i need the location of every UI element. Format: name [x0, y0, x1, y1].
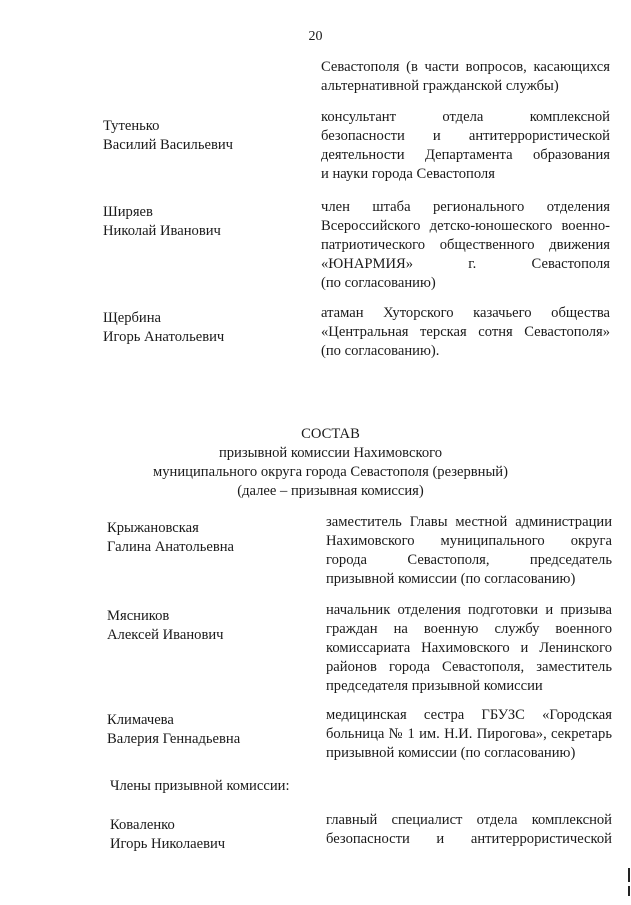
title-heading: СОСТАВ [301, 426, 360, 442]
position-line: главный специалист отдела комплексной [326, 812, 612, 828]
member-name [103, 309, 303, 347]
member-surname: Тутенько [103, 118, 160, 134]
position-line: и науки города Севастополя [321, 166, 495, 182]
title-line: муниципального округа города Севастополя (резервный) [153, 464, 508, 480]
position-line: граждан на военную службу военного [326, 621, 612, 637]
member-name [107, 519, 307, 557]
member-given-names: Игорь Николаевич [110, 836, 226, 852]
member-surname: Коваленко [110, 817, 175, 833]
member-position [321, 198, 610, 293]
position-line: «ЮНАРМИЯ» г. Севастополя [321, 256, 610, 272]
continuation-line: альтернативной гражданской службы) [321, 78, 559, 94]
member-position [321, 304, 610, 361]
member-position [326, 513, 612, 589]
continuation-text [321, 58, 610, 96]
member-given-names: Галина Анатольевна [107, 539, 235, 555]
member-position [326, 601, 612, 696]
position-line: член штаба регионального отделения [321, 199, 610, 215]
position-line: Всероссийского детско-юношеского военно- [321, 218, 610, 234]
member-position [326, 706, 612, 763]
position-line: консультант отдела комплексной [321, 109, 610, 125]
position-line: деятельности Департамента образования [321, 147, 610, 163]
position-line: «Центральная терская сотня Севастополя» [321, 324, 610, 340]
member-given-names: Валерия Геннадьевна [107, 731, 241, 747]
position-line: медицинская сестра ГБУЗС «Городская [326, 707, 612, 723]
position-line: призывной комиссии (по согласованию) [326, 745, 576, 761]
position-line: начальник отделения подготовки и призыва [326, 602, 612, 618]
position-line: районов города Севастополя, заместитель [326, 659, 612, 675]
scan-edge-mark [628, 868, 630, 882]
position-line: заместитель Главы местной администрации [326, 514, 612, 530]
position-line: комиссариата Нахимовского и Ленинского [326, 640, 612, 656]
position-line: больница № 1 им. Н.И. Пирогова», секретарь [326, 726, 612, 742]
scan-edge-mark [628, 886, 630, 896]
position-line: атаман Хуторского казачьего общества [321, 305, 610, 321]
member-name [103, 203, 303, 241]
position-line: патриотического общественного движения [321, 237, 610, 253]
continuation-line: Севастополя (в части вопросов, касающихся [321, 59, 610, 75]
member-surname: Климачева [107, 712, 174, 728]
member-name [107, 711, 307, 749]
composition-title [0, 425, 631, 501]
position-line: безопасности и антитеррористической [321, 128, 610, 144]
member-given-names: Игорь Анатольевич [103, 329, 225, 345]
page-number: 20 [308, 29, 323, 44]
member-surname: Щербина [103, 310, 162, 326]
title-line: призывной комиссии Нахимовского [218, 445, 443, 461]
member-surname: Мясников [107, 608, 170, 624]
position-line: Нахимовского муниципального округа [326, 533, 612, 549]
member-given-names: Алексей Иванович [107, 627, 224, 643]
title-line: (далее – призывная комиссия) [237, 483, 424, 499]
member-position [321, 108, 610, 184]
position-line: города Севастополя, председатель [326, 552, 612, 568]
member-surname: Крыжановская [107, 520, 199, 536]
position-line: председателя призывной комиссии [326, 678, 543, 694]
member-name [107, 607, 307, 645]
member-given-names: Василий Васильевич [103, 137, 234, 153]
member-name [110, 816, 310, 854]
member-position [326, 811, 612, 849]
member-name [103, 117, 303, 155]
position-line: (по согласованию). [321, 343, 440, 359]
member-given-names: Николай Иванович [103, 223, 221, 239]
member-surname: Ширяев [103, 204, 153, 220]
position-line: призывной комиссии (по согласованию) [326, 571, 576, 587]
position-line: (по согласованию) [321, 275, 436, 291]
members-section-label: Члены призывной комиссии: [110, 778, 290, 794]
position-line: безопасности и антитеррористической [326, 831, 612, 847]
